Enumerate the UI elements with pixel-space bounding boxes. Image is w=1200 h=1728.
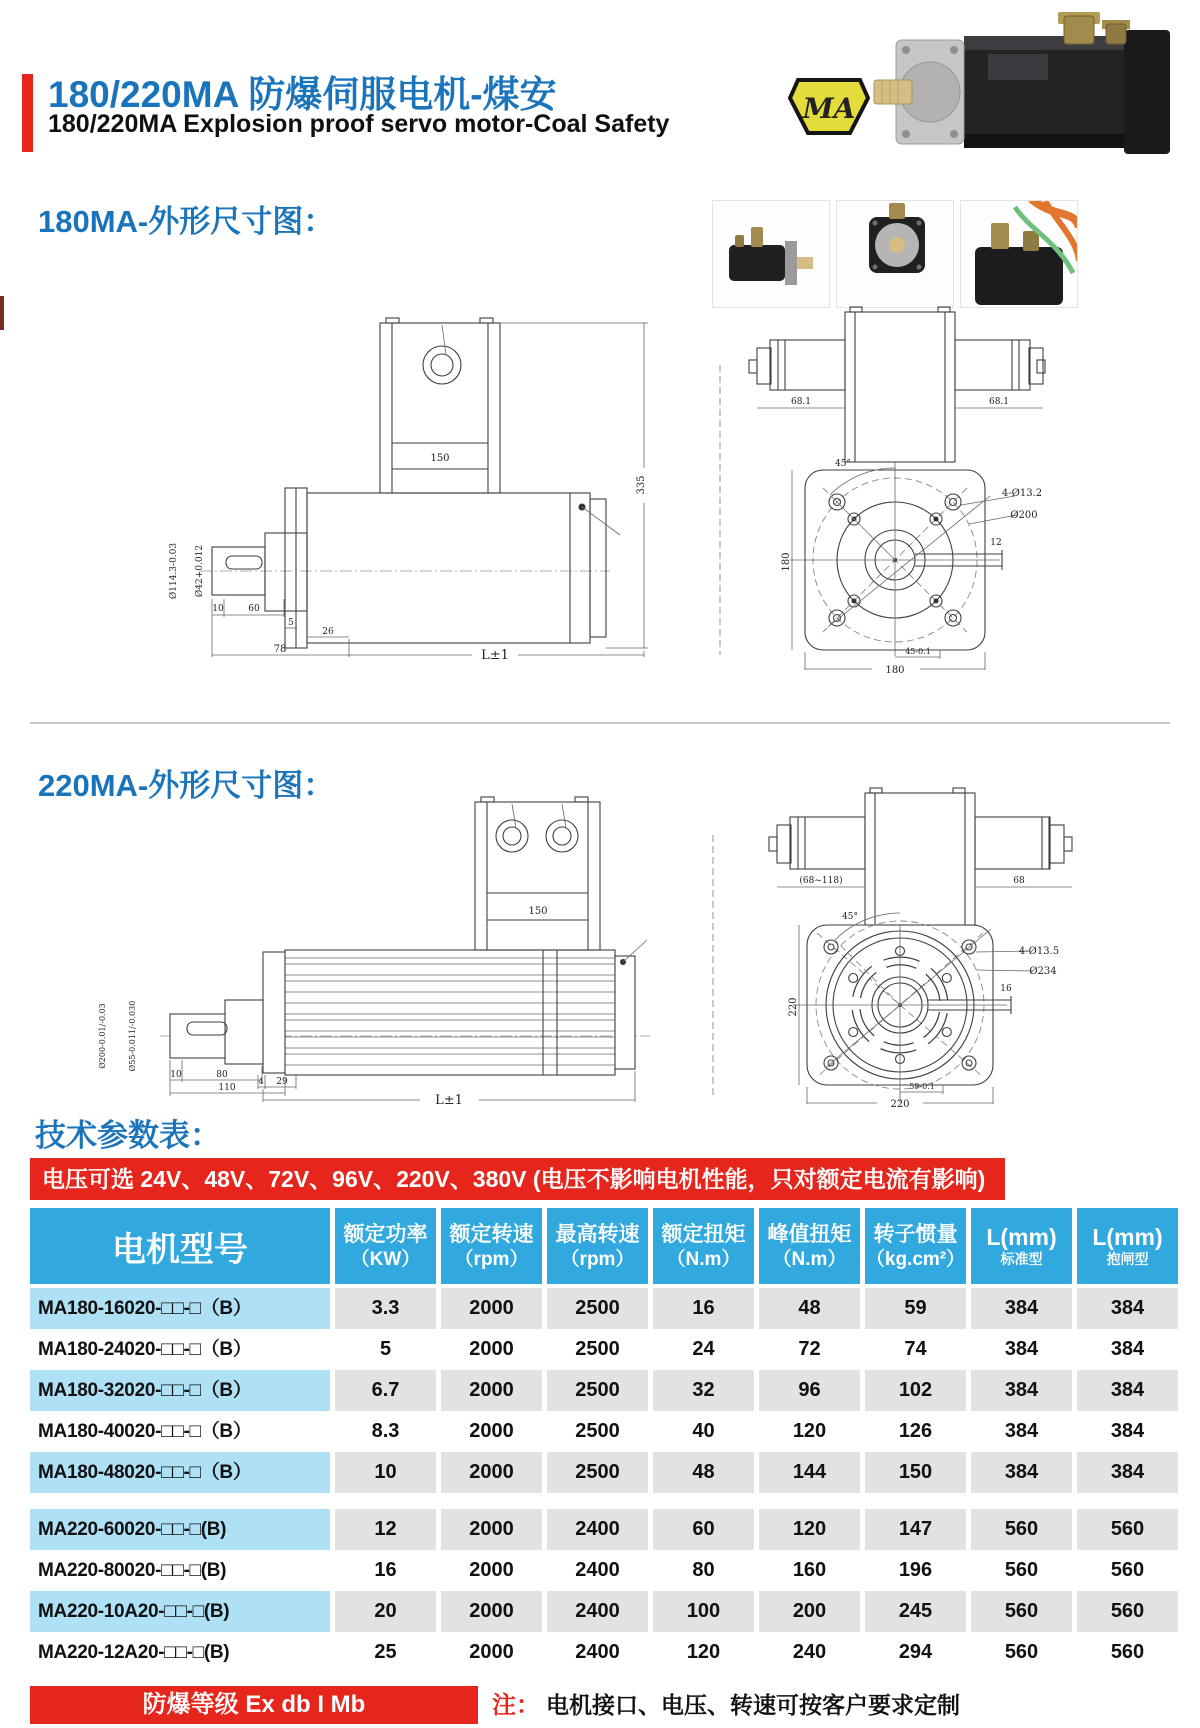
value-cell: 384: [1077, 1452, 1178, 1493]
value-cell: 196: [898, 1559, 933, 1581]
value-cell: 560: [1077, 1509, 1178, 1550]
dim-label: L±1: [435, 1093, 463, 1105]
col-header-length-brake: L(mm) 抱闸型: [1077, 1208, 1178, 1284]
table-row: [30, 1452, 1178, 1493]
table-row: [30, 1370, 1178, 1411]
value-cell: 48: [653, 1452, 754, 1493]
footer-note-text: 电机接口、电压、转速可按客户要求定制: [546, 1692, 960, 1718]
value-cell: 384: [1077, 1370, 1178, 1411]
value-cell: 560: [1004, 1559, 1039, 1581]
dim-label: 80: [216, 1070, 228, 1080]
dim-label: 180: [885, 665, 905, 676]
value-cell: 147: [865, 1509, 966, 1550]
dim-label: Ø42+0.012: [195, 544, 205, 598]
dim-label: L±1: [481, 648, 509, 663]
dim-label: Ø55-0.011/-0.030: [128, 1000, 137, 1072]
footer-note: [492, 1686, 960, 1724]
value-cell: 24: [692, 1338, 715, 1360]
model-cell: MA180-48020-□□-□（B）: [30, 1452, 330, 1493]
explosion-rating-badge: 防爆等级 Ex db I Mb: [30, 1686, 478, 1724]
value-cell: 102: [865, 1370, 966, 1411]
value-cell: 2500: [575, 1420, 620, 1442]
value-cell: 48: [759, 1288, 860, 1329]
value-cell: 20: [335, 1591, 436, 1632]
value-cell: 160: [792, 1559, 827, 1581]
params-table-header: [30, 1208, 1178, 1284]
value-cell: 60: [653, 1509, 754, 1550]
model-cell: MA220-80020-□□-□(B): [38, 1560, 227, 1581]
value-cell: 2000: [441, 1509, 542, 1550]
drawing-220-front: [695, 785, 1115, 1110]
params-table-body: [30, 1288, 1178, 1673]
value-cell: 384: [971, 1288, 1072, 1329]
dim-label: 45-0.1: [905, 647, 931, 656]
value-cell: 2500: [547, 1370, 648, 1411]
value-cell: 59: [865, 1288, 966, 1329]
dim-label: 60: [248, 604, 260, 614]
thumb-photo-front: [836, 200, 954, 308]
value-cell: 2000: [441, 1370, 542, 1411]
col-header-peak-torque: 峰值扭矩 （N.m）: [759, 1208, 860, 1284]
drawing-180-front: [690, 300, 1100, 678]
dim-label: Ø234: [1029, 966, 1057, 977]
section-title-220: 220MA-外形尺寸图：: [38, 768, 335, 803]
drawing-180-side: [150, 303, 650, 663]
value-cell: 2400: [547, 1509, 648, 1550]
value-cell: 72: [798, 1338, 821, 1360]
table-row: [30, 1329, 1178, 1370]
page-title: 180/220MA 防爆伺服电机-煤安: [48, 74, 557, 115]
dim-label: 45°: [835, 459, 851, 469]
value-cell: 2000: [441, 1591, 542, 1632]
section-title-180: 180MA-外形尺寸图：: [38, 204, 335, 239]
dim-label: 150: [528, 906, 548, 917]
value-cell: 2400: [575, 1559, 620, 1581]
model-cell: MA180-32020-□□-□（B）: [30, 1370, 330, 1411]
dim-label: (68~118): [799, 876, 843, 886]
col-header-label: 电机型号: [112, 1230, 248, 1269]
value-cell: 2500: [547, 1288, 648, 1329]
value-cell: 150: [865, 1452, 966, 1493]
value-cell: 3.3: [335, 1288, 436, 1329]
value-cell: 96: [759, 1370, 860, 1411]
table-row: [30, 1632, 1178, 1673]
dim-label: 16: [1000, 984, 1012, 994]
drawing-220-side: [75, 790, 685, 1105]
dim-label: 12: [990, 538, 1002, 548]
value-cell: 384: [1077, 1288, 1178, 1329]
col-header-rotor-inertia: 转子惯量 （kg.cm²）: [865, 1208, 966, 1284]
value-cell: 2500: [547, 1452, 648, 1493]
dim-label: 68.1: [988, 397, 1010, 407]
voltage-banner: 电压可选 24V、48V、72V、96V、220V、380V (电压不影响电机性能，只对额定电流有影响): [30, 1158, 1005, 1200]
table-row: [30, 1591, 1178, 1632]
dim-label: Ø114.3-0.03: [169, 542, 179, 600]
page-subtitle: 180/220MA Explosion proof servo motor-Coal Safety: [48, 110, 670, 138]
dim-label: 150: [430, 453, 450, 464]
value-cell: 120: [792, 1420, 827, 1442]
value-cell: 25: [374, 1641, 397, 1663]
value-cell: 200: [759, 1591, 860, 1632]
value-cell: 2000: [469, 1338, 514, 1360]
value-cell: 74: [904, 1338, 927, 1360]
value-cell: 245: [865, 1591, 966, 1632]
value-cell: 384: [971, 1370, 1072, 1411]
table-row: [30, 1550, 1178, 1591]
col-header-rated-power: 额定功率 （KW）: [335, 1208, 436, 1284]
footer-note-label: 注：: [492, 1692, 540, 1719]
table-row: [30, 1288, 1178, 1329]
edge-photo-fragment: [0, 296, 4, 330]
value-cell: 2000: [469, 1641, 514, 1663]
value-cell: 384: [1110, 1338, 1145, 1360]
value-cell: 2000: [469, 1559, 514, 1581]
value-cell: 240: [792, 1641, 827, 1663]
value-cell: 144: [759, 1452, 860, 1493]
accent-bar: [22, 74, 33, 152]
dim-label: 78: [273, 644, 287, 655]
value-cell: 10: [335, 1452, 436, 1493]
value-cell: 126: [898, 1420, 933, 1442]
dim-label: 68: [1013, 876, 1025, 886]
value-cell: 560: [1110, 1641, 1145, 1663]
col-header-rated-speed: 额定转速 （rpm）: [441, 1208, 542, 1284]
value-cell: 100: [653, 1591, 754, 1632]
dim-label: 4-Ø13.2: [1001, 488, 1043, 499]
value-cell: 5: [379, 1338, 392, 1360]
value-cell: 2000: [441, 1452, 542, 1493]
model-cell: MA220-12A20-□□-□(B): [38, 1642, 230, 1663]
thumb-photo-side: [712, 200, 830, 308]
thumb-photo-cables: [960, 200, 1078, 308]
table-row: [30, 1411, 1178, 1452]
value-cell: 2000: [441, 1288, 542, 1329]
model-cell: MA220-60020-□□-□(B): [30, 1509, 330, 1550]
dim-label: 29: [276, 1077, 288, 1087]
value-cell: 2500: [575, 1338, 620, 1360]
col-header-model: [30, 1208, 330, 1284]
value-cell: 12: [335, 1509, 436, 1550]
value-cell: 560: [1004, 1641, 1039, 1663]
section-title-params: 技术参数表：: [35, 1118, 221, 1153]
ma-logo-icon: [788, 78, 870, 135]
product-photo-hero: [868, 12, 1193, 172]
model-cell: MA220-10A20-□□-□(B): [30, 1591, 330, 1632]
dim-label: 180: [781, 552, 792, 572]
dim-label: Ø200: [1010, 510, 1038, 521]
section-divider: [30, 722, 1170, 724]
ma-logo-text: MA: [802, 92, 856, 125]
dim-label: 5: [288, 618, 294, 628]
value-cell: 560: [1110, 1559, 1145, 1581]
dim-label: 10: [170, 1070, 182, 1080]
value-cell: 294: [898, 1641, 933, 1663]
value-cell: 16: [374, 1559, 397, 1581]
value-cell: 384: [971, 1452, 1072, 1493]
table-group-gap: [30, 1493, 1178, 1509]
col-header-length-standard: L(mm) 标准型: [971, 1208, 1072, 1284]
value-cell: 560: [1077, 1591, 1178, 1632]
value-cell: 32: [653, 1370, 754, 1411]
dim-label: 45°: [842, 912, 858, 922]
value-cell: 6.7: [335, 1370, 436, 1411]
table-row: [30, 1509, 1178, 1550]
value-cell: 40: [692, 1420, 715, 1442]
dim-label: 110: [218, 1083, 236, 1093]
model-cell: MA180-16020-□□-□（B）: [30, 1288, 330, 1329]
model-cell: MA180-40020-□□-□（B）: [38, 1421, 252, 1442]
value-cell: 120: [759, 1509, 860, 1550]
params-table: [30, 1208, 1178, 1673]
model-cell: MA180-24020-□□-□（B）: [38, 1339, 252, 1360]
dim-label: 220: [890, 1099, 910, 1110]
dim-label: 68.1: [790, 397, 812, 407]
value-cell: 80: [692, 1559, 715, 1581]
col-header-max-speed: 最高转速 （rpm）: [547, 1208, 648, 1284]
dim-label: 4: [258, 1077, 264, 1086]
dim-label: 4-Ø13.5: [1018, 946, 1060, 957]
dim-label: 59-0.1: [909, 1082, 935, 1091]
value-cell: 8.3: [371, 1420, 400, 1442]
dim-label: Ø200-0.01/-0.03: [98, 1003, 107, 1069]
value-cell: 384: [1004, 1420, 1039, 1442]
value-cell: 16: [653, 1288, 754, 1329]
col-header-rated-torque: 额定扭矩 （N.m）: [653, 1208, 754, 1284]
value-cell: 2400: [575, 1641, 620, 1663]
value-cell: 2400: [547, 1591, 648, 1632]
value-cell: 384: [1004, 1338, 1039, 1360]
ma-safety-logo: [788, 78, 870, 135]
value-cell: 560: [971, 1591, 1072, 1632]
value-cell: 2000: [469, 1420, 514, 1442]
value-cell: 560: [971, 1509, 1072, 1550]
value-cell: 384: [1110, 1420, 1145, 1442]
dim-label: 335: [636, 475, 647, 495]
dim-label: 26: [322, 627, 334, 637]
value-cell: 120: [686, 1641, 721, 1663]
dim-label: 10: [212, 604, 224, 614]
dim-label: 220: [788, 997, 799, 1017]
